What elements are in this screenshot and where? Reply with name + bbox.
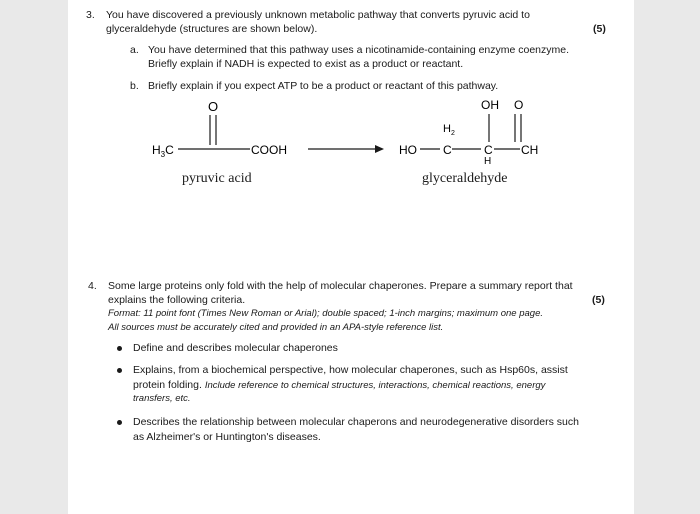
q4-bullet-1: Define and describes molecular chaperones xyxy=(133,342,338,354)
bullet-dot xyxy=(117,420,122,425)
q4-format-note: Format: 11 point font (Times New Roman or Arial); double spaced; 1-inch margins; maximum one page. xyxy=(108,308,543,319)
q4-bullet-2-line1: Explains, from a biochemical perspective, how molecular chaperones, such as Hsp60s, assist xyxy=(133,364,568,376)
q3b-text-line1: Briefly explain if you expect ATP to be a product or reactant of this pathway. xyxy=(148,80,499,92)
pyruvic-acid-structure xyxy=(152,99,287,159)
q4-bullet-2-line2: protein folding. Include reference to chemical structures, interactions, chemical reactions, energy xyxy=(133,379,546,391)
bullet-dot xyxy=(117,368,122,373)
pyruvic-methyl-label: $H_3C$ xyxy=(152,143,174,159)
glyceraldehyde-ch-label: CH xyxy=(521,143,539,157)
q4-bullet-2-line3: transfers, etc. xyxy=(133,393,191,404)
glyceraldehyde-h-label: H xyxy=(484,156,492,167)
glyceraldehyde-ho-label: HO xyxy=(399,143,417,157)
pyruvic-oxygen-label: O xyxy=(208,99,219,114)
q4-number: 4. xyxy=(88,280,97,292)
q3a-text-line2: Briefly explain if NADH is expected to exist as a product or reactant. xyxy=(148,58,464,70)
reaction-arrow xyxy=(308,145,384,153)
q4-points: (5) xyxy=(592,294,605,306)
q4-bullet-2-italic: Include reference to chemical structures, interactions, chemical reactions, energy xyxy=(204,380,546,391)
q3b-label: b. xyxy=(130,80,139,92)
q3a-text-line1: You have determined that this pathway uses a nicotinamide-containing enzyme coenzyme. xyxy=(148,44,570,56)
q4-sources-note: All sources must be accurately cited and provided in an APA-style reference list. xyxy=(108,322,444,333)
q3-points: (5) xyxy=(593,23,606,35)
q3a-label: a. xyxy=(130,44,139,56)
glyceraldehyde-oh-label: OH xyxy=(481,98,499,112)
glyceraldehyde-caption: glyceraldehyde xyxy=(422,171,508,186)
glyceraldehyde-oxygen-label: O xyxy=(514,98,524,112)
q4-bullet-3-line2: as Alzheimer's or Huntington's diseases. xyxy=(133,431,321,443)
glyceraldehyde-c1-label: C xyxy=(443,143,452,157)
bullet-dot xyxy=(117,346,122,351)
q3-number: 3. xyxy=(86,9,95,21)
q3-text-line2: glyceraldehyde (structures are shown below). xyxy=(106,23,318,35)
glyceraldehyde-structure xyxy=(399,98,538,167)
q4-text-line2: explains the following criteria. xyxy=(108,294,246,306)
q3-text-line1: You have discovered a previously unknown metabolic pathway that converts pyruvic acid to xyxy=(106,9,530,21)
pyruvic-cooh-label: COOH xyxy=(251,143,287,157)
glyceraldehyde-h2-label: $H_2$ xyxy=(443,123,455,137)
glyceraldehyde-c2-label: C xyxy=(484,143,493,157)
pyruvic-acid-caption: pyruvic acid xyxy=(182,171,252,186)
q4-text-line1: Some large proteins only fold with the help of molecular chaperones. Prepare a summary report that xyxy=(108,280,573,292)
q4-bullet-3-line1: Describes the relationship between molecular chaperons and neurodegenerative disorders such xyxy=(133,416,579,428)
